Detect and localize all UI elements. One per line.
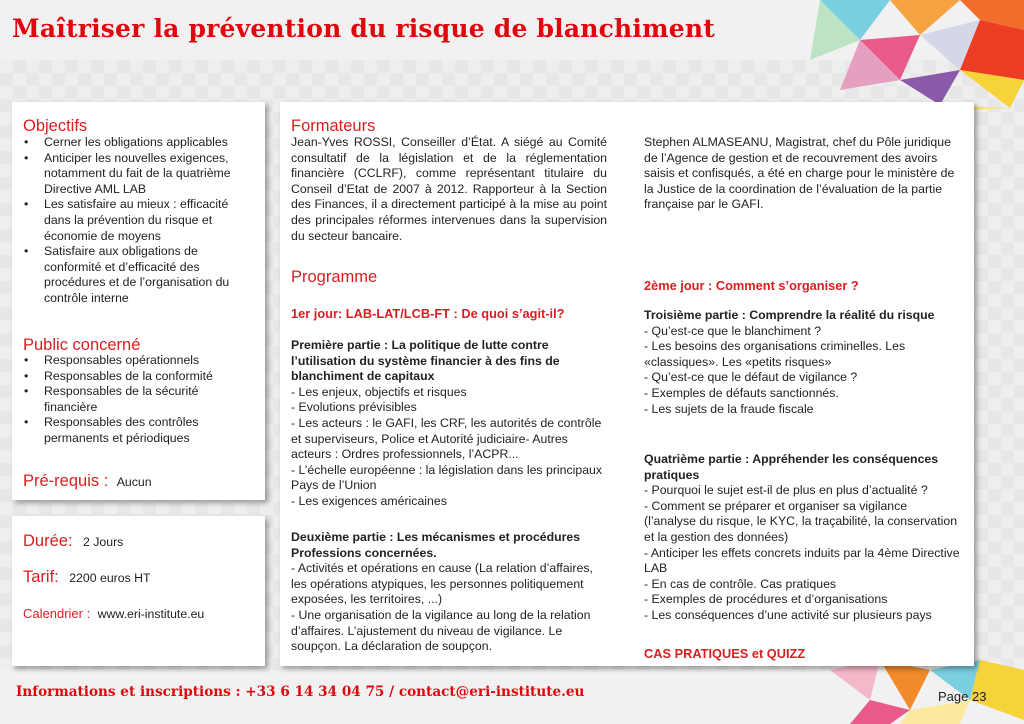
list-item: - Exemples de défauts sanctionnés.: [644, 385, 839, 400]
list-item: • Responsables de la sécurité financière: [23, 384, 255, 415]
calendrier-row: [23, 605, 204, 623]
list-item: - Les acteurs : le GAFI, les CRF, les autorités de contrôle et superviseurs, Police et Autorité judiciaire- Autres acteurs : Ordres professionnels, l’ACPR...: [291, 415, 602, 462]
part2-block: [291, 530, 611, 655]
calendrier-link[interactable]: www.eri-institute.eu: [97, 607, 205, 621]
day1-title: 1er jour: LAB-LAT/LCB-FT : De quoi s’agit-il?: [291, 306, 565, 321]
info-card: [12, 516, 265, 666]
part4-block: [644, 452, 962, 624]
list-item: • Responsables opérationnels: [23, 353, 255, 369]
prerequis-label: Pré-requis :: [23, 472, 109, 490]
formateurs-heading: Formateurs: [291, 117, 376, 135]
part4-title: Quatrième partie : Appréhender les conséquences pratiques: [644, 452, 939, 482]
list-item: - Evolutions prévisibles: [291, 400, 417, 415]
tarif-value: 2200 euros HT: [69, 571, 151, 585]
programme-heading: Programme: [291, 268, 378, 286]
tarif-row: [23, 568, 151, 587]
list-item: - Activités et opérations en cause (La relation d’affaires, les opérations atypiques, les personnes politiquement exposées, les territoires, ...): [291, 561, 593, 607]
public-heading: Public concerné: [23, 336, 141, 354]
page-number: Page 23: [938, 689, 987, 704]
list-item: - Les besoins des organisations criminelles. Les «classiques». Les «petits risques»: [644, 339, 906, 369]
prerequis-value: Aucun: [116, 475, 152, 489]
part1-block: [291, 338, 611, 510]
day2-title: 2ème jour : Comment s’organiser ?: [644, 278, 859, 293]
part3-block: [644, 308, 962, 417]
list-item: - Les exigences américaines: [291, 493, 447, 508]
duree-row: [23, 532, 123, 551]
duree-label: Durée:: [23, 532, 73, 550]
part2-title: Deuxième partie : Les mécanismes et procédures Professions concernées.: [291, 530, 581, 560]
objectifs-heading: Objectifs: [23, 117, 88, 135]
list-item: - En cas de contrôle. Cas pratiques: [644, 576, 837, 591]
list-item: - Une organisation de la vigilance au long de la relation d’affaires. L’ajustement du niveau de vigilance. Le soupçon. La déclaration de soupçon.: [291, 607, 591, 654]
list-item: • Responsables de la conformité: [23, 369, 255, 385]
formateur-2-bio: Stephen ALMASEANU, Magistrat, chef du Pôle juridique de l’Agence de gestion et de recouvrement des avoirs saisis et confisqués, a été en charge pour le ministère de la Justice de la coordination de l’évaluation de la partie française par le GAFI.: [644, 135, 955, 212]
main-card: [280, 102, 974, 666]
list-item: - Qu’est-ce que le blanchiment ?: [644, 323, 822, 338]
list-item: - Les sujets de la fraude fiscale: [644, 401, 814, 416]
page-title: Maîtriser la prévention du risque de blanchiment: [12, 14, 715, 43]
objectifs-list: [23, 135, 255, 307]
list-item: - Pourquoi le sujet est-il de plus en plus d’actualité ?: [644, 483, 928, 498]
list-item: - Comment se préparer et organiser sa vigilance (l’analyse du risque, le KYC, la traçabilité, la conservation et la gestion des données): [644, 498, 958, 544]
prerequis-row: [23, 472, 152, 491]
cas-pratiques: CAS PRATIQUES et QUIZZ: [644, 646, 806, 661]
list-item: - Exemples de procédures et d’organisations: [644, 592, 888, 607]
list-item: • Cerner les obligations applicables: [23, 135, 255, 151]
list-item: - Anticiper les effets concrets induits par la 4ème Directive LAB: [644, 545, 960, 576]
list-item: • Satisfaire aux obligations de conformité et d’efficacité des procédures et de l’organisation du contrôle interne: [23, 244, 255, 306]
list-item: - Les enjeux, objectifs et risques: [291, 384, 467, 399]
objectives-card: [12, 102, 265, 500]
list-item: • Les satisfaire au mieux : efficacité dans la prévention du risque et économie de moyens: [23, 197, 255, 244]
list-item: • Anticiper les nouvelles exigences, notamment du fait de la quatrième Directive AML LAB: [23, 151, 255, 198]
list-item: - Les conséquences d’une activité sur plusieurs pays: [644, 607, 932, 622]
duree-value: 2 Jours: [82, 535, 124, 549]
list-item: - L’échelle européenne : la législation dans les principaux Pays de l’Union: [291, 462, 603, 493]
decorative-polygons-bottom-right: [810, 660, 1024, 724]
formateur-1-bio: Jean-Yves ROSSI, Conseiller d’État. A siégé au Comité consultatif de la législation et de la réglementation financière (CCLRF), comme représentant titulaire du Conseil d’Etat de 2007 à 2012. Rapporteur à la Section des Finances, il a directement participé à la mise au point des principales réformes intervenues dans la supervision du secteur bancaire.: [291, 135, 607, 243]
calendrier-label: Calendrier :: [23, 606, 91, 621]
public-list: [23, 353, 255, 447]
list-item: • Responsables des contrôles permanents et périodiques: [23, 415, 255, 446]
list-item: - Qu’est-ce que le défaut de vigilance ?: [644, 370, 858, 385]
part1-title: Première partie : La politique de lutte contre l’utilisation du système financier à des fins de blanchiment de capitaux: [291, 338, 560, 384]
footer-contact: Informations et inscriptions : +33 6 14 34 04 75 / contact@eri-institute.eu: [16, 684, 585, 700]
part3-title: Troisième partie : Comprendre la réalité du risque: [644, 308, 935, 322]
decorative-polygons-top-right: [760, 0, 1024, 110]
tarif-label: Tarif:: [23, 568, 59, 586]
